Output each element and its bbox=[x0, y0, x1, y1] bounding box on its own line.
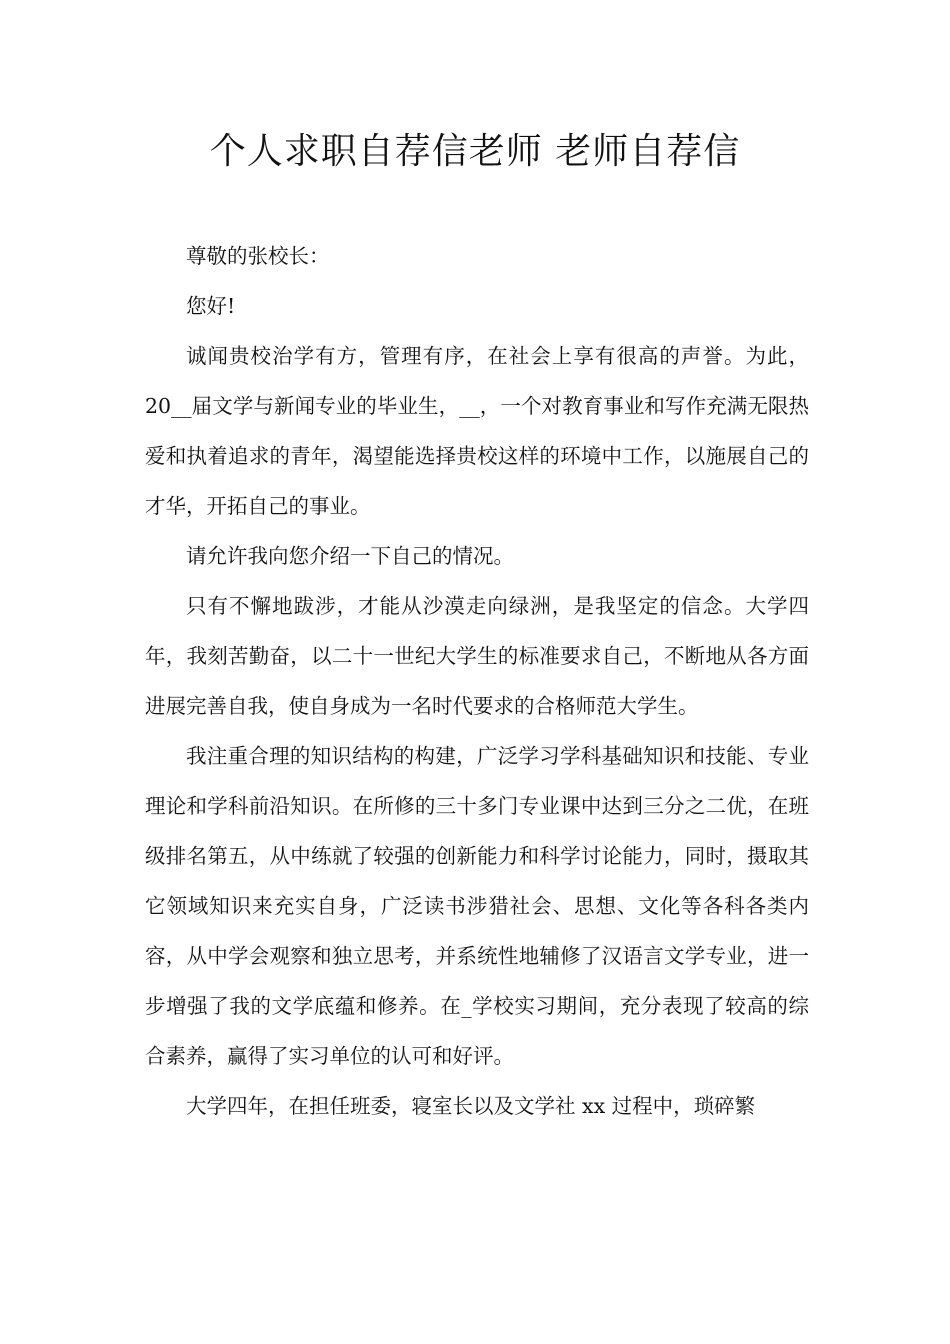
salutation: 尊敬的张校长： bbox=[186, 244, 330, 268]
paragraph-intro: 诚闻贵校治学有方，管理有序，在社会上享有很高的声誉。为此，20__届文学与新闻专业的毕业生，__，一个对教育事业和写作充满无限热爱和执着追求的青年，渴望能选择贵校这样的环境中工作，以施展自己的才华，开拓自己的事业。 bbox=[145, 344, 809, 518]
paragraph-knowledge: 我注重合理的知识结构的构建，广泛学习学科基础知识和技能、专业理论和学科前沿知识。在所修的三十多门专业课中达到三分之二优，在班级排名第五，从中练就了较强的创新能力和科学讨论能力，同时，摄取其它领域知识来充实自身，广泛读书涉猎社会、思想、文化等各科各类内容，从中学会观察和独立思考，并系统性地辅修了汉语言文学专业，进一步增强了我的文学底蕴和修养。在_学校实习期间，充分表现了较高的综合素养，赢得了实习单位的认可和好评。 bbox=[145, 744, 809, 1068]
greeting: 您好! bbox=[186, 294, 236, 318]
letter-body bbox=[145, 231, 809, 1131]
paragraph-belief: 只有不懈地跋涉，才能从沙漠走向绿洲，是我坚定的信念。大学四年，我刻苦勤奋，以二十一世纪大学生的标准要求自己，不断地从各方面进展完善自我，使自身成为一名时代要求的合格师范大学生。 bbox=[145, 594, 809, 718]
page-title: 个人求职自荐信老师 老师自荐信 bbox=[209, 131, 741, 172]
paragraph-transition: 请允许我向您介绍一下自己的情况。 bbox=[186, 544, 514, 568]
paragraph-experience: 大学四年，在担任班委，寝室长以及文学社 xx 过程中，琐碎繁 bbox=[186, 1094, 756, 1118]
